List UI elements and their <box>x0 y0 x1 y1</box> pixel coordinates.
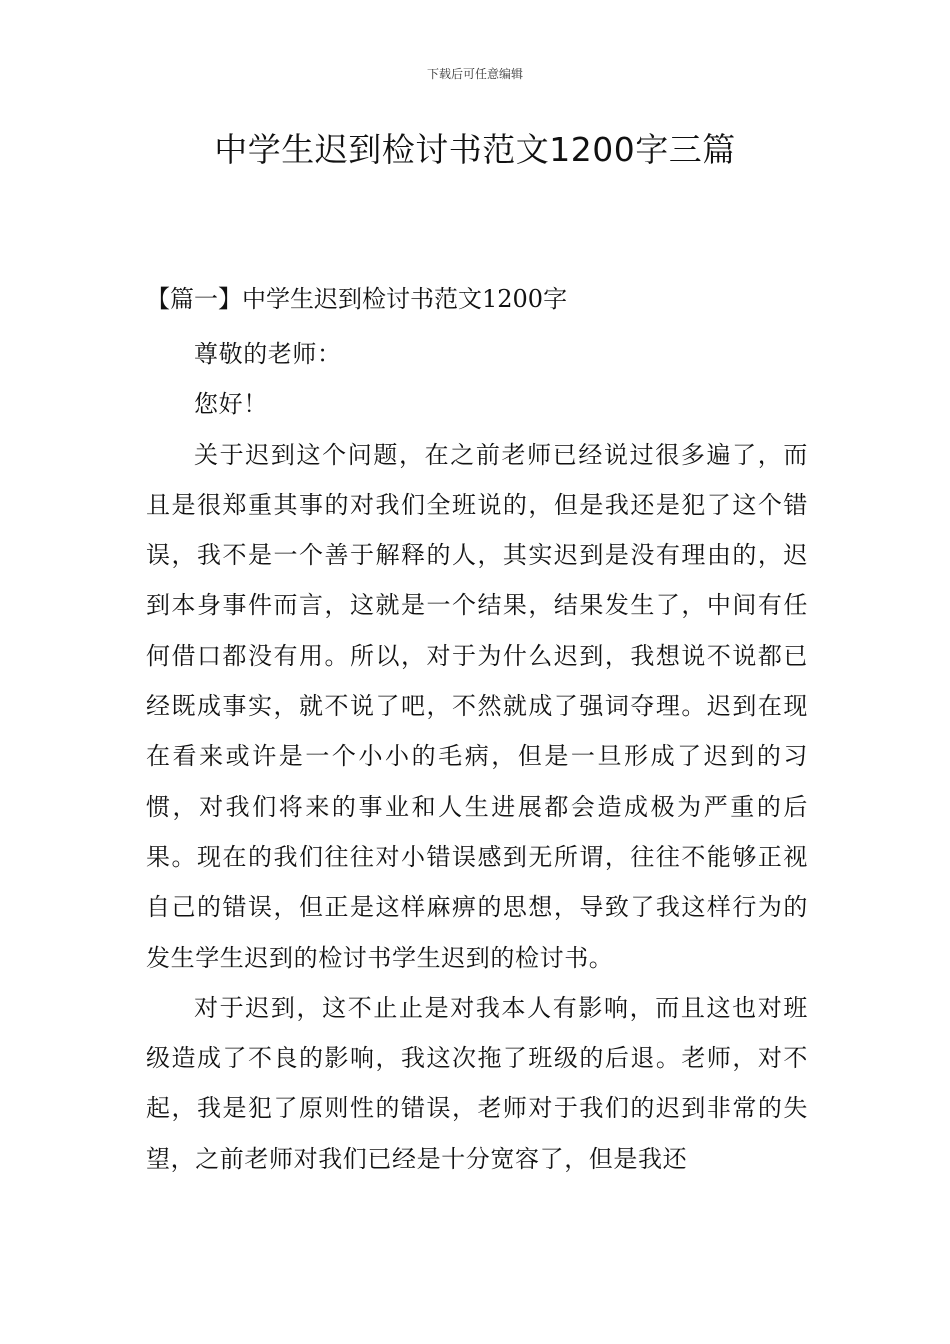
salutation: 尊敬的老师： <box>194 340 342 368</box>
greeting: 您好！ <box>194 390 268 419</box>
section-heading: 【篇一】中学生迟到检讨书范文1200字 <box>146 285 568 313</box>
body-paragraph-1: 关于迟到这个问题，在之前老师已经说过很多遍了，而且是很郑重其事的对我们全班说的，但是我还是犯了这个错误，我不是一个善于解释的人，其实迟到是没有理由的，迟到本身事件而言，这就是一个结果，结果发生了，中间有任何借口都没有用。所以，对于为什么迟到，我想说不说都已经既成事实，就不说了吧，不然就成了强词夺理。迟到在现在看来或许是一个小小的毛病，但是一旦形成了迟到的习惯，对我们将来的事业和人生进展都会造成极为严重的后果。现在的我们往往对小错误感到无所谓，往往不能够正视自己的错误，但正是这样麻痹的思想，导致了我这样行为的发生学生迟到的检讨书学生迟到的检讨书。 <box>146 440 808 972</box>
document-body <box>146 279 808 1184</box>
body-paragraph-2: 对于迟到，这不止止是对我本人有影响，而且这也对班级造成了不良的影响，我这次拖了班级的后退。老师，对不起，我是犯了原则性的错误，老师对于我们的迟到非常的失望，之前老师对我们已经是十分宽容了，但是我还 <box>146 993 808 1173</box>
document-title: 中学生迟到检讨书范文1200字三篇 <box>214 130 736 169</box>
header-note: 下载后可任意编辑 <box>426 67 523 81</box>
